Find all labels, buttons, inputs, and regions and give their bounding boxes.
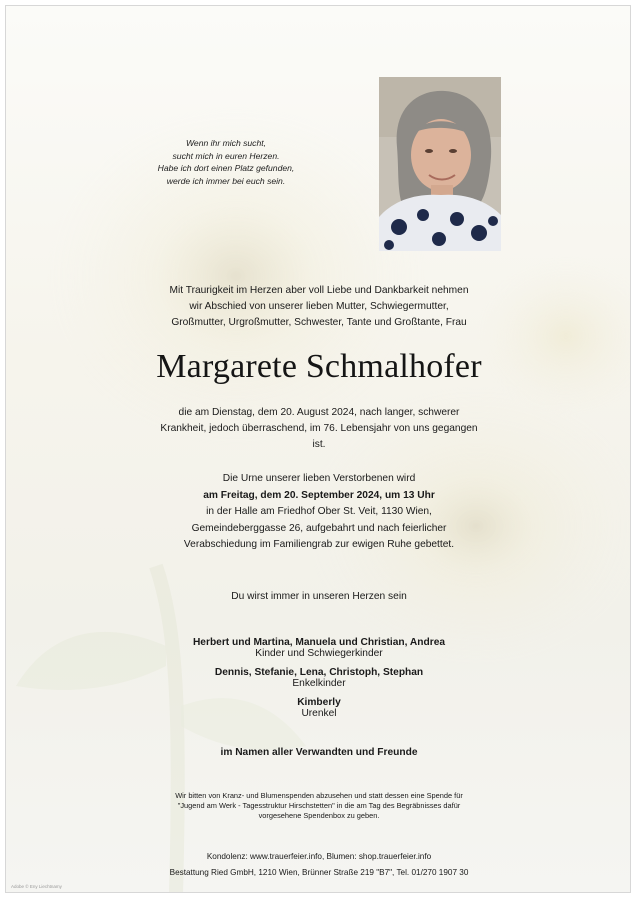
- obituary-card: [5, 5, 631, 893]
- funeral-details: [6, 471, 631, 554]
- intro-line: Mit Traurigkeit im Herzen aber voll Liebe und Dankbarkeit nehmen: [169, 285, 469, 296]
- urn-line: in der Halle am Friedhof Ober St. Veit, 1130 Wien,: [206, 506, 432, 517]
- family-relation: Enkelkinder: [292, 678, 346, 689]
- deceased-name: Margarete Schmalhofer: [156, 348, 482, 385]
- donation-line: "Jugend am Werk - Tagesstruktur Hirschstetten" in die am Tag des Begräbnisses dafür: [177, 801, 461, 810]
- quote-line: Habe ich dort einen Platz gefunden,: [157, 163, 295, 173]
- family-group-greatgrandchildren: [6, 697, 631, 719]
- death-line: Krankheit, jedoch überraschend, im 76. Lebensjahr von uns gegangen: [160, 423, 478, 434]
- condolence-links: Kondolenz: www.trauerfeier.info, Blumen: shop.trauerfeier.info: [206, 852, 432, 861]
- contact-info: [6, 849, 631, 881]
- death-notice: [6, 405, 631, 453]
- memorial-quote: [141, 137, 311, 187]
- family-names: Dennis, Stefanie, Lena, Christoph, Stephan: [214, 667, 424, 678]
- urn-line: Verabschiedung im Familiengrab zur ewigen Ruhe gebettet.: [183, 539, 455, 550]
- donation-line: vorgesehene Spendenbox zu geben.: [258, 811, 380, 820]
- funeral-home-address: Bestattung Ried GmbH, 1210 Wien, Brünner Straße 219 "B7", Tel. 01/270 1907 30: [169, 868, 469, 877]
- family-names: Kimberly: [297, 697, 341, 708]
- portrait-icon: [379, 77, 501, 251]
- quote-line: Wenn ihr mich sucht,: [185, 138, 267, 148]
- family-group-children: [6, 637, 631, 659]
- quote-line: werde ich immer bei euch sein.: [166, 175, 286, 186]
- donation-request: [6, 791, 631, 821]
- family-group-grandchildren: [6, 667, 631, 689]
- funeral-date: am Freitag, dem 20. September 2024, um 13 Uhr: [203, 489, 435, 501]
- on-behalf-line: im Namen aller Verwandten und Freunde: [220, 747, 418, 758]
- family-relation: Kinder und Schwiegerkinder: [255, 648, 383, 659]
- family-names: Herbert und Martina, Manuela und Christian, Andrea: [192, 637, 446, 648]
- intro-line: Großmutter, Urgroßmutter, Schwester, Tante und Großtante, Frau: [171, 317, 467, 328]
- death-line: die am Dienstag, dem 20. August 2024, nach langer, schwerer: [178, 407, 460, 418]
- donation-line: Wir bitten von Kranz- und Blumenspenden abzusehen und statt dessen eine Spende für: [175, 791, 463, 800]
- family-relation: Urenkel: [301, 708, 337, 719]
- quote-line: sucht mich in euren Herzen.: [172, 150, 280, 161]
- memorial-motto: Du wirst immer in unseren Herzen sein: [231, 591, 407, 602]
- intro-text: [6, 283, 631, 331]
- image-credit: Adobe © Eny Liechtnamy: [11, 884, 62, 889]
- urn-line: Die Urne unserer lieben Verstorbenen wird: [222, 473, 416, 484]
- urn-line: Gemeindeberggasse 26, aufgebahrt und nach feierlicher: [191, 522, 447, 534]
- intro-line: wir Abschied von unserer lieben Mutter, Schwiegermutter,: [189, 301, 449, 312]
- death-line: ist.: [312, 439, 326, 450]
- portrait-photo: [379, 77, 501, 251]
